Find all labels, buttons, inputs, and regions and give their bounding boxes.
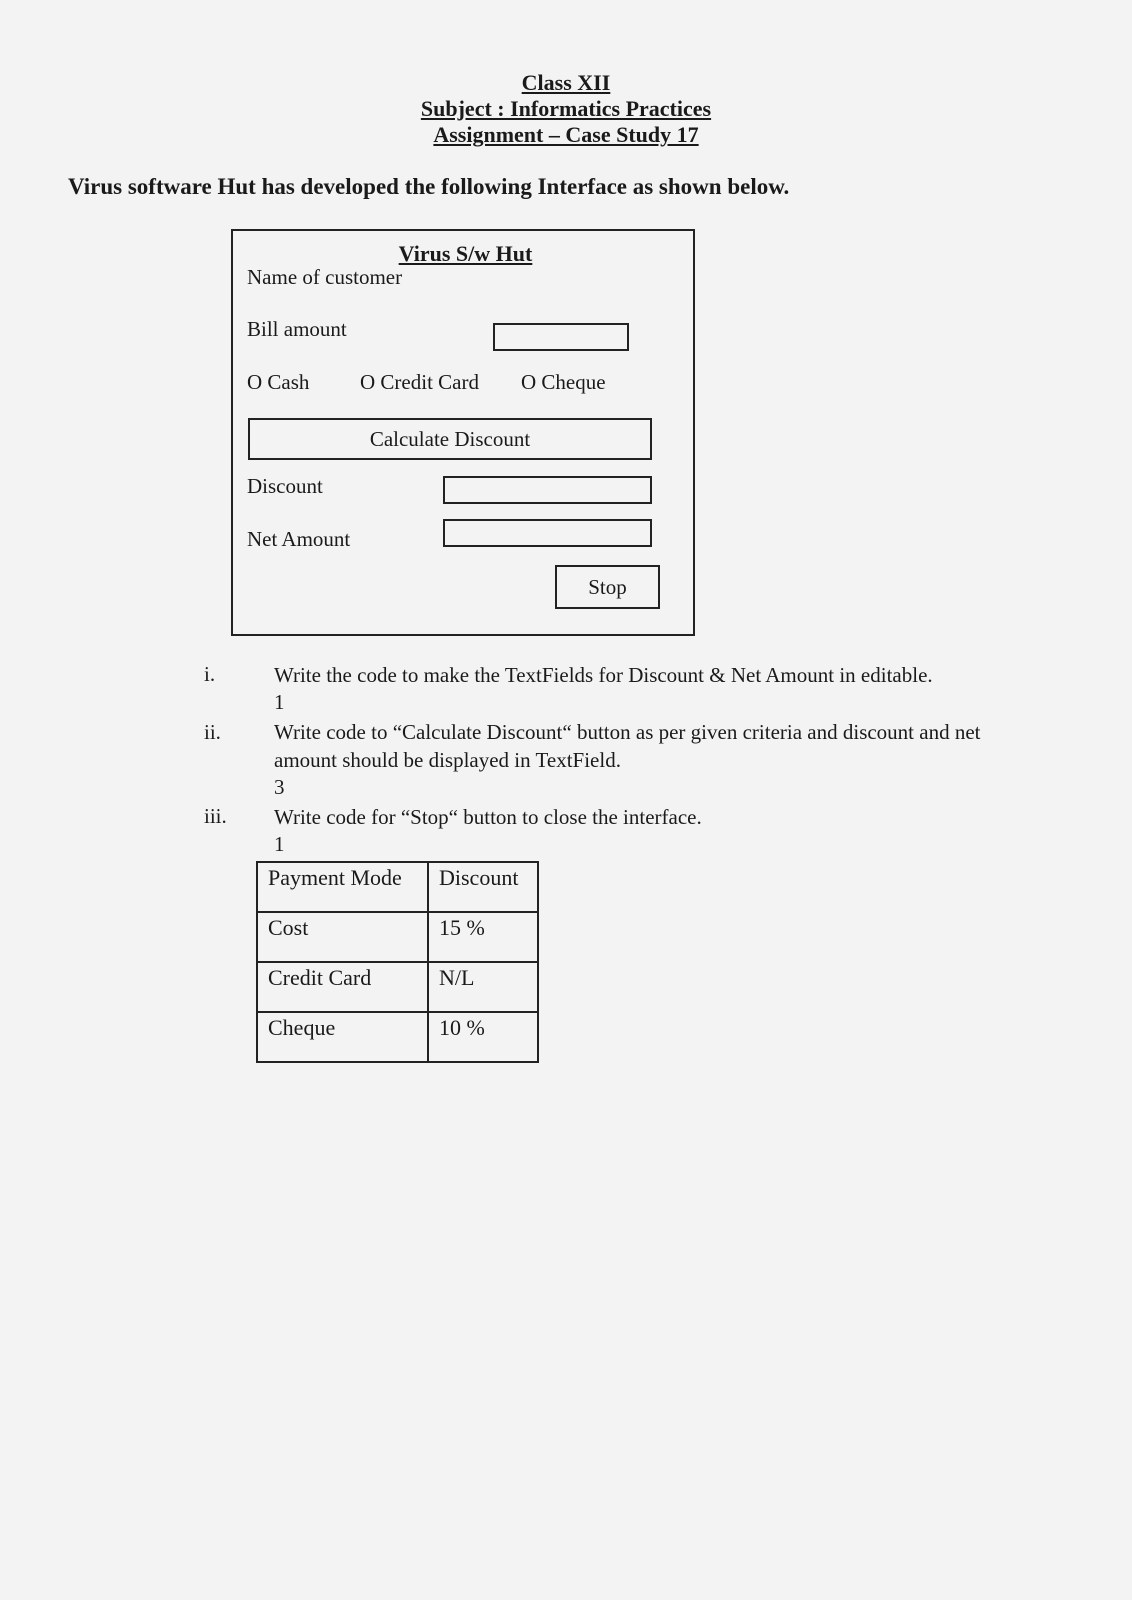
radio-cheque[interactable]: O Cheque bbox=[521, 370, 606, 394]
question-text: Write code for “Stop“ button to close the interface. bbox=[274, 805, 702, 829]
discount-field[interactable] bbox=[443, 476, 652, 504]
header-assignment: Assignment – Case Study 17 bbox=[433, 122, 699, 147]
header-subject: Subject : Informatics Practices bbox=[420, 96, 712, 121]
table-row bbox=[257, 912, 538, 962]
table-row bbox=[257, 962, 538, 1012]
intro-text: Virus software Hut has developed the following Interface as shown below. bbox=[68, 174, 790, 199]
table-cell: Cheque bbox=[257, 1012, 428, 1062]
question-number: iii. bbox=[204, 804, 227, 828]
table-header-cell: Payment Mode bbox=[257, 862, 428, 912]
form-title: Virus S/w Hut bbox=[398, 241, 533, 266]
table-cell: 15 % bbox=[428, 912, 538, 962]
header-class: Class XII bbox=[521, 70, 611, 95]
question-marks: 3 bbox=[274, 775, 285, 799]
table-row bbox=[257, 1012, 538, 1062]
table-cell: 10 % bbox=[428, 1012, 538, 1062]
question-text: Write code to “Calculate Discount“ button as per given criteria and discount and net amount should be displayed in TextField. bbox=[274, 720, 981, 772]
question-number: ii. bbox=[204, 720, 221, 744]
question-marks: 1 bbox=[274, 832, 285, 856]
question-marks: 1 bbox=[274, 690, 285, 714]
name-label: Name of customer bbox=[247, 265, 403, 289]
calculate-discount-button[interactable]: Calculate Discount bbox=[248, 418, 652, 460]
interface-form bbox=[231, 229, 695, 636]
bill-label: Bill amount bbox=[247, 317, 347, 341]
bill-amount-field[interactable] bbox=[493, 323, 629, 351]
discount-label: Discount bbox=[247, 474, 323, 498]
table-header-cell: Discount bbox=[428, 862, 538, 912]
discount-criteria-table bbox=[256, 861, 539, 1063]
table-cell: N/L bbox=[428, 962, 538, 1012]
question-text: Write the code to make the TextFields for Discount & Net Amount in editable. bbox=[274, 663, 933, 687]
stop-button[interactable]: Stop bbox=[555, 565, 660, 609]
table-cell: Credit Card bbox=[257, 962, 428, 1012]
radio-cash[interactable]: O Cash bbox=[247, 370, 310, 394]
table-header-row bbox=[257, 862, 538, 912]
question-number: i. bbox=[204, 662, 216, 686]
table-cell: Cost bbox=[257, 912, 428, 962]
radio-credit-card[interactable]: O Credit Card bbox=[360, 370, 479, 394]
net-amount-field[interactable] bbox=[443, 519, 652, 547]
net-amount-label: Net Amount bbox=[247, 527, 351, 551]
